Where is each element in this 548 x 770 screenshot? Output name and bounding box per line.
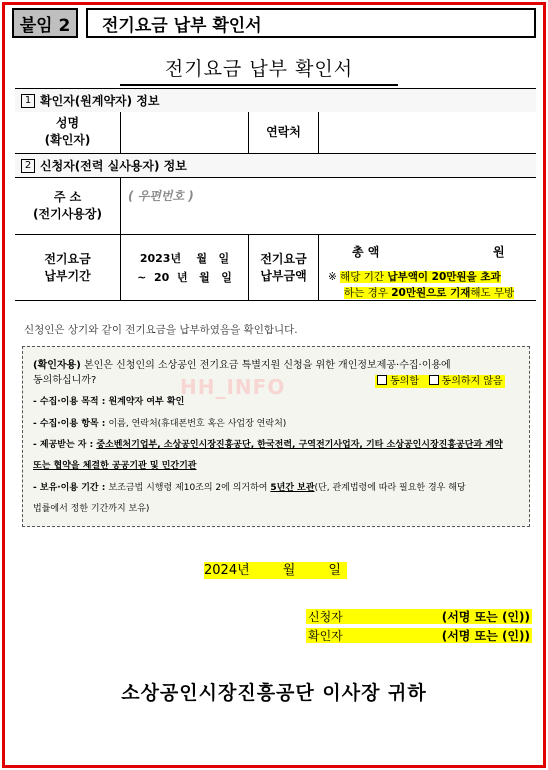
contact-field[interactable]	[319, 111, 536, 153]
consent-items: - 수집·이용 항목 : 이름, 연락처(휴대폰번호 혹은 사업장 연락처)	[33, 419, 287, 429]
date-line[interactable]: 2024년 월 일	[204, 562, 347, 579]
section-2-header	[15, 154, 536, 177]
section-1-label: 확인자(원계약자) 정보	[40, 94, 160, 108]
address-label: 주 소 (전기사용장)	[33, 190, 102, 221]
consent-question-2: 동의하십니까?	[33, 375, 97, 386]
consent-retention-2: 법률에서 정한 기간까지 보유)	[33, 504, 150, 514]
section-number: 1	[21, 94, 35, 108]
amount-note-line-2: 하는 경우 20만원으로 기재해도 무방	[344, 287, 515, 299]
name-label: 성명 (확인자)	[44, 116, 91, 147]
table-vline	[318, 234, 319, 300]
privacy-consent-box	[22, 346, 530, 527]
consent-question: (확인자용) 본인은 신청인의 소상공인 전기요금 특별지원 신청을 위한 개인정보제공·수집·이용에	[33, 360, 451, 371]
agree-checkbox[interactable]	[377, 375, 387, 385]
payment-period-label: 전기요금 납부기간	[44, 251, 91, 283]
consent-retention: - 보유·이용 기간 : 보조금법 시행령 제10조의 2에 의거하여 5년간 보관(단, 관계법령에 따라 필요한 경우 해당	[33, 483, 466, 493]
agree-label: 동의함	[390, 376, 419, 387]
section-number: 2	[21, 159, 35, 173]
contact-label: 연락처	[266, 124, 301, 139]
consent-purpose: - 수집·이용 목적 : 원계약자 여부 확인	[33, 397, 185, 407]
total-amount-label: 총 액	[352, 245, 380, 259]
consent-recipient: - 제공받는 자 : 중소벤처기업부, 소상공인시장진흥공단, 한국전력, 구역전기사업자, 기타 소상공인시장진흥공단과 계약	[33, 440, 503, 450]
signature-role: 신청자	[308, 610, 343, 624]
consent-recipient-2: 또는 협약을 체결한 공공기관 및 민간기관	[33, 461, 197, 471]
table-line	[15, 300, 536, 301]
won-unit: 원	[493, 245, 505, 259]
payment-amount-label: 전기요금 납부금액	[260, 251, 307, 283]
confirmer-signature[interactable]	[306, 628, 532, 643]
document-title: 전기요금 납부 확인서	[120, 54, 398, 86]
disagree-label: 동의하지 않음	[441, 376, 503, 387]
payment-period-field[interactable]: 2023년 월 일 ~ 20 년 월 일	[137, 251, 232, 284]
name-field[interactable]	[121, 111, 248, 153]
attachment-badge: 붙임 2	[12, 8, 78, 38]
signature-hint: (서명 또는 (인))	[441, 629, 530, 643]
disagree-checkbox[interactable]	[429, 375, 439, 385]
confirmation-statement: 신청인은 상기와 같이 전기요금을 납부하였음을 확인합니다.	[24, 324, 298, 336]
section-2-label: 신청자(전력 실사용자) 정보	[40, 159, 187, 173]
addressee-footer: 소상공인시장진흥공단 이사장 귀하	[121, 682, 427, 704]
watermark: HH_INFO	[180, 375, 286, 399]
signature-role: 확인자	[308, 629, 343, 643]
header-title: 전기요금 납부 확인서	[86, 8, 536, 38]
postal-code-placeholder[interactable]: ( 우편번호 )	[128, 189, 194, 203]
signature-hint: (서명 또는 (인))	[441, 610, 530, 624]
section-1-header	[15, 89, 536, 112]
consent-options	[375, 375, 505, 388]
amount-note-line-1: ※ 해당 기간 납부액이 20만원을 초과	[328, 271, 501, 283]
applicant-signature[interactable]	[306, 609, 532, 624]
